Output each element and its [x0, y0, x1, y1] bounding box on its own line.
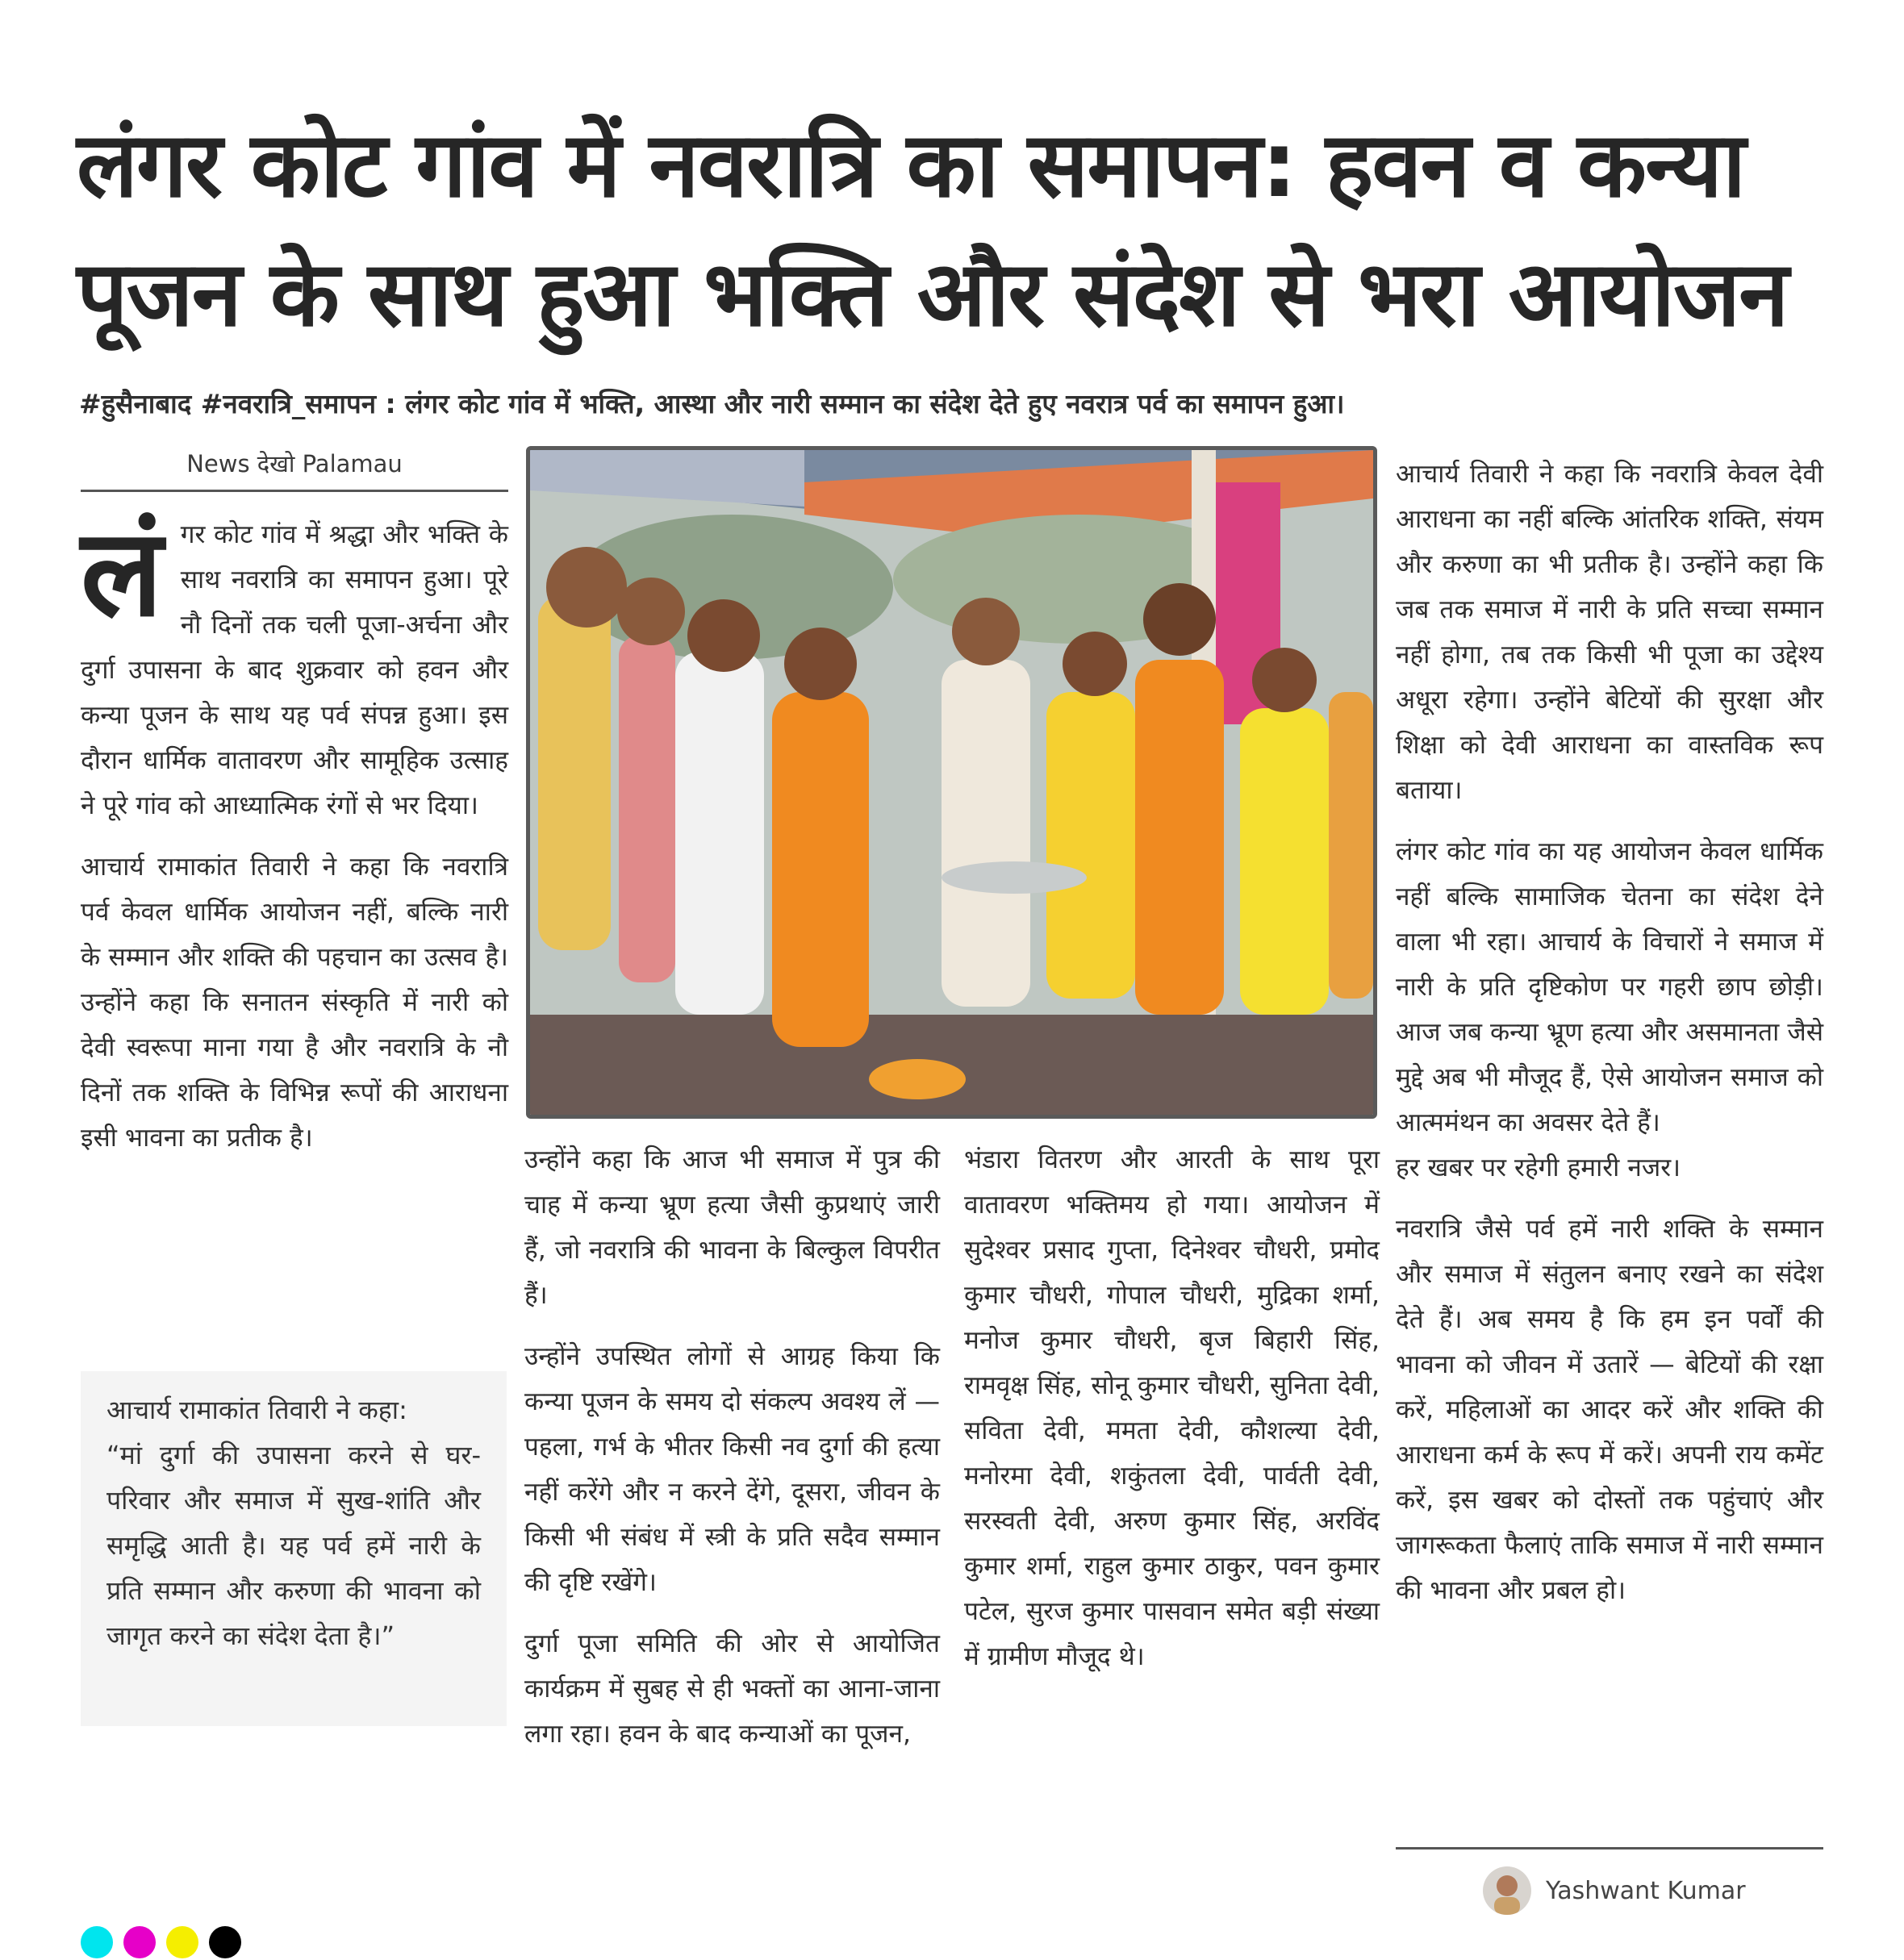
black-dot [209, 1926, 241, 1958]
column-2-paragraph-3: दुर्गा पूजा समिति की ओर से आयोजित कार्यक्रम में सुबह से ही भक्तों का आना-जाना लगा रहा। हवन के बाद कन्याओं का पूजन, [524, 1629, 940, 1749]
column-2-paragraph-2: उन्होंने उपस्थित लोगों से आग्रह किया कि कन्या पूजन के समय दो संकल्प अवश्य लें — पहला, गर्भ के भीतर किसी नव दुर्गा की हत्या नहीं करेंगे और न करने देंगे, दूसरा, जीवन के किसी भी संबंध में स्त्री के प्रति सदैव सम्मान की दृष्टि रखेंगे। [524, 1342, 940, 1597]
headline-line-1: लंगर कोट गांव में नवरात्रि का समापन: हवन व कन्या [77, 113, 1745, 218]
column-4-paragraph-1: आचार्य तिवारी ने कहा कि नवरात्रि केवल देवी आराधना का नहीं बल्कि आंतरिक शक्ति, संयम और करुणा का भी प्रतीक है। उन्होंने कहा कि जब तक समाज में नारी के प्रति सच्चा सम्मान नहीं होगा, तब तक किसी भी पूजा का उद्देश्य अधूरा रहेगा। उन्होंने बेटियों की सुरक्षा और शिक्षा को देवी आराधना का वास्तविक रूप बताया। [1396, 460, 1823, 805]
quote-attribution: आचार्य रामाकांत तिवारी ने कहा: [106, 1395, 407, 1425]
source-divider [81, 490, 508, 492]
author-divider [1396, 1847, 1823, 1849]
event-photo [526, 446, 1377, 1119]
author-avatar-icon [1483, 1866, 1531, 1915]
headline-line-2: पूजन के साथ हुआ भक्ति और संदेश से भरा आयोजन [77, 242, 1788, 347]
article-column-3 [964, 1137, 1380, 1695]
author-name: Yashwant Kumar [1546, 1876, 1746, 1905]
column-3-paragraph-1: भंडारा वितरण और आरती के साथ पूरा वातावरण भक्तिमय हो गया। आयोजन में सुदेश्वर प्रसाद गुप्ता, दिनेश्वर चौधरी, प्रमोद कुमार चौधरी, गोपाल चौधरी, मुद्रिका शर्मा, मनोज कुमार चौधरी, बृज बिहारी सिंह, रामवृक्ष सिंह, सोनू कुमार चौधरी, सुनिता देवी, सविता देवी, ममता देवी, कौशल्या देवी, मनोरमा देवी, शकुंतला देवी, पार्वती देवी, सरस्वती देवी, अरुण कुमार सिंह, अरविंद कुमार शर्मा, राहुल कुमार ठाकुर, पवन कुमार पटेल, सुरज कुमार पासवान समेत बड़ी संख्या में ग्रामीण मौजूद थे। [964, 1145, 1380, 1671]
column-4-paragraph-4: नवरात्रि जैसे पर्व हमें नारी शक्ति के सम्मान और समाज में संतुलन बनाए रखने का संदेश देते हैं। अब समय है कि हम इन पर्वों की भावना को जीवन में उतारें — बेटियों की रक्षा करें, महिलाओं का आदर करें और शक्ति की आराधना कर्म के रूप में करें। अपनी राय कमेंट करें, इस खबर को दोस्तों तक पहुंचाएं और जागरूकता फैलाएं ताकि समाज में नारी सम्मान की भावना और प्रबल हो। [1396, 1215, 1823, 1605]
article-column-1 [81, 502, 508, 1177]
pull-quote [81, 1371, 507, 1726]
article-column-2 [524, 1137, 940, 1773]
headline [77, 101, 1835, 359]
column-1-paragraph-1-text: गर कोट गांव में श्रद्धा और भक्ति के साथ नवरात्रि का समापन हुआ। पूरे नौ दिनों तक चली पूजा-अर्चना और दुर्गा उपासना के बाद शुक्रवार को हवन और कन्या पूजन के साथ यह पर्व संपन्न हुआ। इस दौरान धार्मिक वातावरण और सामूहिक उत्साह ने पूरे गांव को आध्यात्मिक रंगों से भर दिया। [81, 520, 508, 820]
article-column-4 [1396, 452, 1823, 1629]
drop-cap: लं [81, 502, 163, 644]
magenta-dot [123, 1926, 156, 1958]
column-1-paragraph-1 [81, 502, 508, 828]
column-4-paragraph-2: लंगर कोट गांव का यह आयोजन केवल धार्मिक नहीं बल्कि सामाजिक चेतना का संदेश देने वाला भी रहा। आचार्य के विचारों ने समाज में नारी के प्रति दृष्टिकोण पर गहरी छाप छोड़ी। आज जब कन्या भ्रूण हत्या और असमानता जैसे मुद्दे अब भी मौजूद हैं, ऐसे आयोजन समाज को आत्ममंथन का अवसर देते हैं। [1396, 837, 1823, 1137]
cyan-dot [81, 1926, 113, 1958]
yellow-dot [166, 1926, 198, 1958]
quote-text: “मां दुर्गा की उपासना करने से घर-परिवार और समाज में सुख-शांति और समृद्धि आती है। यह पर्व हमें नारी के प्रति सम्मान और करुणा की भावना को जागृत करने का संदेश देता है।” [106, 1440, 481, 1651]
news-source: News देखो Palamau [186, 450, 403, 477]
column-2-paragraph-1: उन्होंने कहा कि आज भी समाज में पुत्र की चाह में कन्या भ्रूण हत्या जैसी कुप्रथाएं जारी हैं, जो नवरात्रि की भावना के बिल्कुल विपरीत हैं। [524, 1145, 940, 1310]
author-byline [1483, 1865, 1746, 1916]
event-photo-icon [530, 450, 1373, 1115]
print-color-marks [81, 1926, 241, 1958]
column-1-paragraph-2: आचार्य रामाकांत तिवारी ने कहा कि नवरात्रि पर्व केवल धार्मिक आयोजन नहीं, बल्कि नारी के सम्मान और शक्ति की पहचान का उत्सव है। उन्होंने कहा कि सनातन संस्कृति में नारी को देवी स्वरूपा माना गया है और नवरात्रि के नौ दिनों तक शक्ति के विभिन्न रूपों की आराधना इसी भावना का प्रतीक है। [81, 853, 508, 1153]
column-4-paragraph-3: हर खबर पर रहेगी हमारी नजर। [1396, 1153, 1681, 1182]
subheadline: #हुसैनाबाद #नवरात्रि_समापन : लंगर कोट गांव में भक्ति, आस्था और नारी सम्मान का संदेश देते हुए नवरात्र पर्व का समापन हुआ। [79, 388, 1345, 419]
